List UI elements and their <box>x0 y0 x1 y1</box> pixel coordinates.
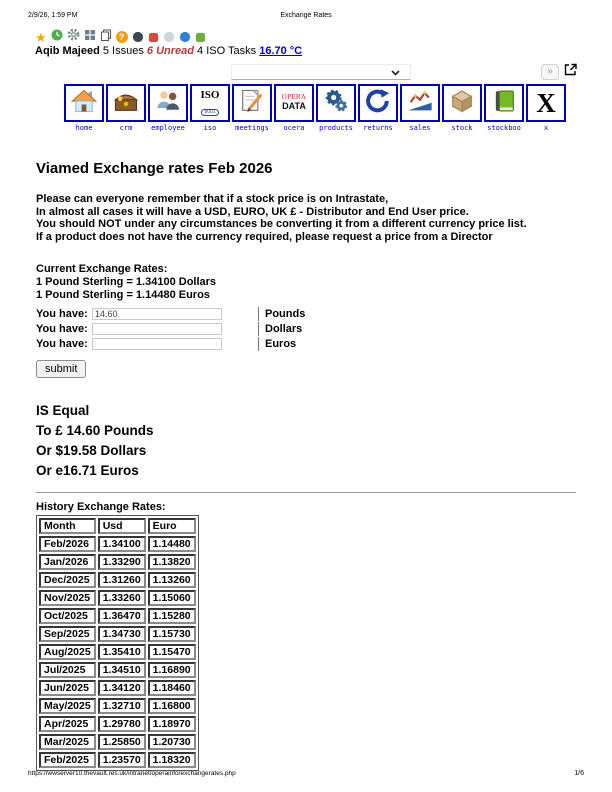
rate-line-euros: 1 Pound Sterling = 1.14480 Euros <box>36 289 210 301</box>
euro-cell: 1.16800 <box>148 698 196 714</box>
usd-cell: 1.31260 <box>98 572 146 588</box>
page-select[interactable] <box>231 64 411 80</box>
clock-icon[interactable] <box>51 28 63 46</box>
month-cell: Feb/2025 <box>39 752 96 768</box>
month-cell: Mar/2025 <box>39 734 96 750</box>
print-header-datetime: 2/9/26, 1:59 PM <box>28 12 78 19</box>
copy-icon[interactable] <box>100 28 112 46</box>
usd-cell: 1.23570 <box>98 752 146 768</box>
toolbar-label[interactable]: x <box>543 124 549 132</box>
toolbar-item-iso[interactable] <box>190 84 230 132</box>
toolbar-label[interactable]: stock <box>451 124 473 132</box>
notice-block <box>36 193 576 243</box>
rate-line-dollars: 1 Pound Sterling = 1.34100 Dollars <box>36 276 217 288</box>
status-line <box>35 45 302 57</box>
usd-cell: 1.36470 <box>98 608 146 624</box>
x-letter-icon: X <box>536 87 556 118</box>
toolbar-label[interactable]: products <box>319 124 353 132</box>
usd-cell: 1.25850 <box>98 734 146 750</box>
table-row <box>39 554 196 570</box>
green-badge-icon[interactable] <box>195 32 204 41</box>
people-icon <box>154 88 182 119</box>
usd-cell: 1.33290 <box>98 554 146 570</box>
month-cell: Jul/2025 <box>39 662 96 678</box>
result-line-equal: IS Equal <box>36 403 90 418</box>
table-row <box>39 626 196 642</box>
conversion-result <box>36 404 576 478</box>
month-cell: May/2025 <box>39 698 96 714</box>
month-cell: Dec/2025 <box>39 572 96 588</box>
usd-cell: 1.34730 <box>98 626 146 642</box>
history-table <box>36 515 199 771</box>
converter-row-euros <box>36 336 576 351</box>
usd-cell: 1.33260 <box>98 590 146 606</box>
euro-cell: 1.20730 <box>148 734 196 750</box>
table-row <box>39 662 196 678</box>
you-have-label: You have: <box>36 322 88 335</box>
month-cell: Jun/2025 <box>39 680 96 696</box>
notice-line: If a product does not have the currency required, please request a price from a Director <box>36 230 493 243</box>
grey-dot-icon[interactable] <box>164 32 174 42</box>
user-name: Aqib Majeed <box>35 45 100 57</box>
result-line-dollars: Or $19.58 Dollars <box>36 443 147 458</box>
print-footer-url: https://wwserver10.thevault.res.uk/intranet/operainfo/exchangerates.php <box>28 770 236 777</box>
currency-converter-form <box>36 306 576 378</box>
currency-label-dollars: Dollars <box>258 322 328 336</box>
external-link-icon[interactable] <box>563 62 579 78</box>
month-cell: Feb/2026 <box>39 536 96 552</box>
treasure-chest-icon <box>112 88 140 119</box>
euro-cell: 1.15060 <box>148 590 196 606</box>
pounds-input[interactable] <box>92 308 222 320</box>
toolbar-label[interactable]: returns <box>363 124 393 132</box>
euro-cell: 1.18320 <box>148 752 196 768</box>
dark-dot-icon[interactable] <box>133 32 143 42</box>
blue-badge-icon[interactable] <box>180 32 190 42</box>
result-line-euros: Or e16.71 Euros <box>36 463 139 478</box>
history-title: History Exchange Rates: <box>36 501 166 513</box>
euro-cell: 1.18460 <box>148 680 196 696</box>
main-content <box>36 160 576 771</box>
usd-cell: 1.34100 <box>98 536 146 552</box>
table-row <box>39 536 196 552</box>
chevron-down-icon <box>391 63 400 81</box>
toolbar-label[interactable]: crm <box>119 124 133 132</box>
home-icon <box>70 88 98 119</box>
toolbar-label[interactable]: ocera <box>283 124 305 132</box>
divider <box>36 492 576 493</box>
print-footer-page: 1/6 <box>574 770 584 777</box>
euro-cell: 1.13260 <box>148 572 196 588</box>
toolbar-item-home[interactable] <box>64 84 104 132</box>
toolbar-item-x[interactable] <box>526 84 566 132</box>
currency-label-pounds: Pounds <box>258 307 328 321</box>
euro-cell: 1.18970 <box>148 716 196 732</box>
toolbar-label[interactable]: iso <box>203 124 217 132</box>
dollars-input[interactable] <box>92 323 222 335</box>
app-icon-strip <box>35 30 206 44</box>
usd-cell: 1.35410 <box>98 644 146 660</box>
notice-line: You should NOT under any circumstances be converting it from a different currency price list. <box>36 218 527 230</box>
history-section <box>36 501 576 771</box>
result-line-pounds: To £ 14.60 Pounds <box>36 423 154 438</box>
month-cell: Aug/2025 <box>39 644 96 660</box>
table-row <box>39 644 196 660</box>
table-row <box>39 752 196 768</box>
temperature-link[interactable]: 16.70 °C <box>259 45 303 57</box>
notice-line: Please can everyone remember that if a stock price is on Intrastate, <box>36 193 389 205</box>
toolbar-item-sales[interactable] <box>400 84 440 132</box>
toolbar-label[interactable]: home <box>75 124 93 132</box>
converter-row-dollars <box>36 321 576 336</box>
red-badge-icon[interactable] <box>148 32 157 41</box>
currency-label-euros: Euros <box>258 337 328 351</box>
iso-badge-icon: ISO 9001 <box>200 88 220 115</box>
refresh-arrow-icon <box>364 88 392 119</box>
toolbar-item-employee[interactable] <box>148 84 188 132</box>
table-row <box>39 608 196 624</box>
page-title: Viamed Exchange rates Feb 2026 <box>36 160 273 177</box>
month-cell: Apr/2025 <box>39 716 96 732</box>
table-header-row <box>39 518 196 534</box>
issues-count[interactable]: 5 Issues <box>102 45 144 57</box>
euro-cell: 1.15280 <box>148 608 196 624</box>
gear-icon[interactable] <box>67 28 80 46</box>
current-rates-title: Current Exchange Rates: <box>36 263 168 275</box>
toolbar-item-crm[interactable] <box>106 84 146 132</box>
gears-icon <box>322 88 350 119</box>
toolbar-item-returns[interactable] <box>358 84 398 132</box>
module-toolbar <box>64 84 566 132</box>
box-icon <box>448 88 476 119</box>
usd-cell: 1.29780 <box>98 716 146 732</box>
euro-cell: 1.15730 <box>148 626 196 642</box>
euro-cell: 1.14480 <box>148 536 196 552</box>
print-header-title: Exchange Rates <box>280 12 332 19</box>
month-cell: Nov/2025 <box>39 590 96 606</box>
toolbar-label[interactable]: meetings <box>235 124 269 132</box>
table-row <box>39 680 196 696</box>
opera-data-icon: OPERA DATA <box>281 93 307 111</box>
usd-header: Usd <box>98 518 146 534</box>
unread-count[interactable]: 6 Unread <box>146 45 194 57</box>
toolbar-item-meetings[interactable] <box>232 84 272 132</box>
toolbar-label[interactable]: stockboo <box>487 124 521 132</box>
euro-cell: 1.15470 <box>148 644 196 660</box>
toolbar-item-ocera[interactable] <box>274 84 314 132</box>
notice-line: In almost all cases it will have a USD, EURO, UK £ - Distributor and End User price. <box>36 205 469 218</box>
month-cell: Jan/2026 <box>39 554 96 570</box>
grid-icon[interactable] <box>84 28 96 46</box>
submit-button[interactable]: submit <box>36 360 86 378</box>
toolbar-label[interactable]: employee <box>151 124 185 132</box>
toolbar-item-stockbook[interactable] <box>484 84 524 132</box>
month-header: Month <box>39 518 96 534</box>
toolbar-item-stock[interactable] <box>442 84 482 132</box>
usd-cell: 1.34510 <box>98 662 146 678</box>
notepad-pencil-icon <box>238 88 266 119</box>
converter-row-pounds <box>36 306 576 321</box>
table-row <box>39 590 196 606</box>
you-have-label: You have: <box>36 337 88 350</box>
iso-tasks-count[interactable]: 4 ISO Tasks <box>197 45 257 57</box>
month-cell: Sep/2025 <box>39 626 96 642</box>
euro-cell: 1.13820 <box>148 554 196 570</box>
euro-header: Euro <box>148 518 196 534</box>
euros-input[interactable] <box>92 338 222 350</box>
month-cell: Oct/2025 <box>39 608 96 624</box>
question-icon[interactable]: ? <box>116 31 128 43</box>
star-icon[interactable]: ★ <box>35 29 47 45</box>
table-row <box>39 698 196 714</box>
overflow-button[interactable]: » <box>541 64 559 80</box>
green-book-icon <box>490 88 518 119</box>
current-rates-block <box>36 263 576 302</box>
you-have-label: You have: <box>36 307 88 320</box>
toolbar-item-products[interactable] <box>316 84 356 132</box>
table-row <box>39 572 196 588</box>
table-row <box>39 734 196 750</box>
toolbar-label[interactable]: sales <box>409 124 431 132</box>
table-row <box>39 716 196 732</box>
usd-cell: 1.34120 <box>98 680 146 696</box>
sales-chart-icon <box>406 88 434 119</box>
euro-cell: 1.16890 <box>148 662 196 678</box>
usd-cell: 1.32710 <box>98 698 146 714</box>
